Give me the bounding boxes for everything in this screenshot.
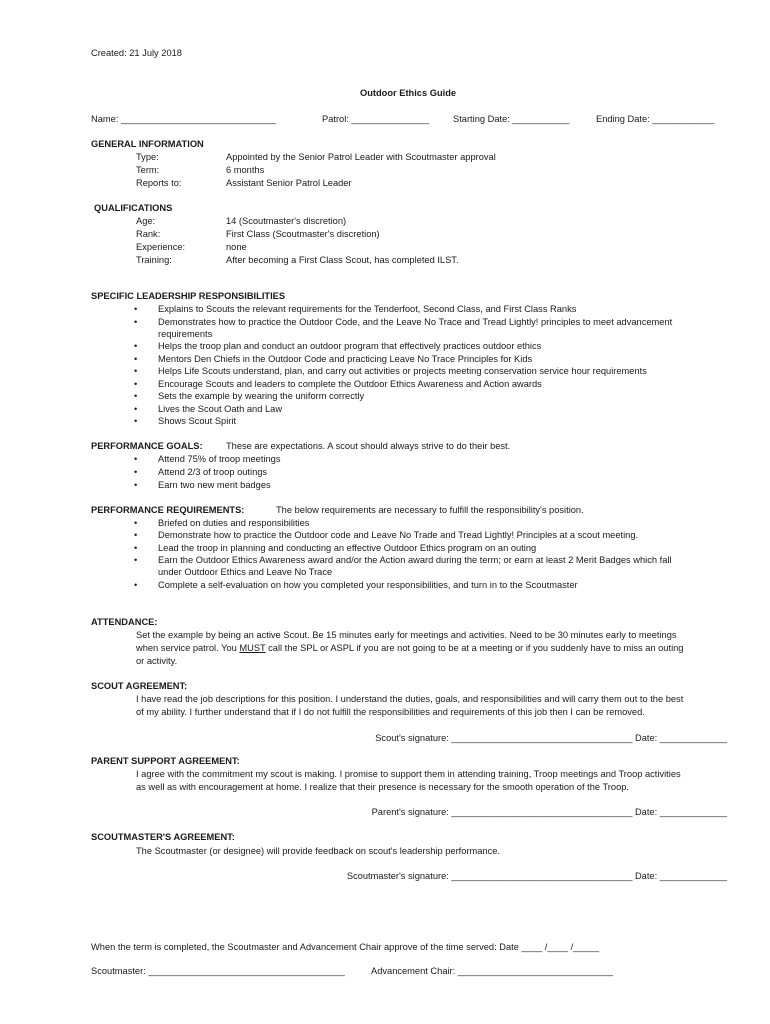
- parent-signature-line[interactable]: Parent's signature: ___________________________________ Date: _____________: [371, 807, 727, 817]
- attendance-text-part: call the SPL or ASPL if you are not going to be at a meeting or if you suddenly have to miss an outing: [265, 643, 684, 653]
- scout-agreement-text: I have read the job descriptions for this position. I understand the duties, goals, and responsibilities and will carry them out to the best: [136, 694, 684, 704]
- bullet: •: [134, 467, 138, 477]
- responsibility-item: Lives the Scout Oath and Law: [158, 404, 283, 414]
- performance-goals-heading: PERFORMANCE GOALS:: [91, 441, 203, 451]
- goal-item: Earn two new merit badges: [158, 480, 271, 490]
- bullet: •: [134, 480, 138, 490]
- bullet: •: [134, 341, 138, 351]
- goal-item: Attend 2/3 of troop outings: [158, 467, 268, 477]
- attendance-heading: ATTENDANCE:: [91, 617, 158, 627]
- bullet: •: [134, 580, 138, 590]
- requirement-item: Briefed on duties and responsibilities: [158, 518, 310, 528]
- requirement-item: under Outdoor Ethics and Leave No Trace: [158, 567, 333, 577]
- qualification-value: First Class (Scoutmaster's discretion): [226, 229, 380, 239]
- responsibility-item: Helps the troop plan and conduct an outdoor program that effectively practices outdoor ethics: [158, 341, 542, 351]
- general-info-heading: GENERAL INFORMATION: [91, 139, 204, 149]
- attendance-text: or activity.: [136, 656, 178, 666]
- scout-signature-line[interactable]: Scout's signature: ___________________________________ Date: _____________: [375, 733, 727, 743]
- scoutmaster-agreement-heading: SCOUTMASTER'S AGREEMENT:: [91, 832, 235, 842]
- bullet: •: [134, 518, 138, 528]
- qualification-value: 14 (Scoutmaster's discretion): [226, 216, 347, 226]
- attendance-text: Set the example by being an active Scout. Be 15 minutes early for meetings and activities. Need to be 30 minutes early to meetings: [136, 630, 677, 640]
- qualification-value: After becoming a First Class Scout, has completed ILST.: [226, 255, 459, 265]
- bullet: •: [134, 555, 138, 565]
- starting-date-field[interactable]: Starting Date: ___________: [453, 114, 570, 124]
- must-emphasis: MUST: [239, 643, 266, 653]
- bullet: •: [134, 379, 138, 389]
- responsibilities-heading: SPECIFIC LEADERSHIP RESPONSIBILITIES: [91, 291, 286, 301]
- bullet: •: [134, 530, 138, 540]
- requirement-item: Earn the Outdoor Ethics Awareness award and/or the Action award during the term; or earn at least 2 Merit Badges which fall: [158, 555, 672, 565]
- bullet: •: [134, 304, 138, 314]
- patrol-field[interactable]: Patrol: _______________: [322, 114, 430, 124]
- name-field[interactable]: Name: ______________________________: [91, 114, 277, 124]
- general-label: Term:: [136, 165, 160, 175]
- general-value: 6 months: [226, 165, 265, 175]
- parent-agreement-heading: PARENT SUPPORT AGREEMENT:: [91, 756, 240, 766]
- qualification-label: Training:: [136, 255, 172, 265]
- bullet: •: [134, 354, 138, 364]
- responsibility-item: Demonstrates how to practice the Outdoor Code, and the Leave No Trace and Tread Lightly! principles to meet advancement: [158, 317, 673, 327]
- responsibility-item: Helps Life Scouts understand, plan, and carry out activities or projects meeting conservation service hour requirements: [158, 366, 647, 376]
- responsibility-item: Shows Scout Spirit: [158, 416, 237, 426]
- ending-date-field[interactable]: Ending Date: ____________: [596, 114, 715, 124]
- attendance-text-part: when service patrol. You: [136, 643, 240, 653]
- bullet: •: [134, 416, 138, 426]
- page-title: Outdoor Ethics Guide: [360, 88, 457, 98]
- general-label: Type:: [136, 152, 159, 162]
- scoutmaster-signature-field[interactable]: Scoutmaster: ______________________________________: [91, 966, 345, 976]
- bullet: •: [134, 454, 138, 464]
- qualification-label: Experience:: [136, 242, 186, 252]
- scoutmaster-agreement-text: The Scoutmaster (or designee) will provide feedback on scout's leadership performance.: [136, 846, 501, 856]
- general-label: Reports to:: [136, 178, 182, 188]
- created-date: Created: 21 July 2018: [91, 48, 182, 58]
- bullet: •: [134, 404, 138, 414]
- attendance-text: [136, 643, 683, 653]
- performance-goals-intro: These are expectations. A scout should always strive to do their best.: [226, 441, 511, 451]
- term-completion-line[interactable]: When the term is completed, the Scoutmaster and Advancement Chair approve of the time served: Date ____ /____ /_____: [91, 942, 600, 952]
- qualifications-heading: QUALIFICATIONS: [94, 203, 173, 213]
- responsibility-item: Sets the example by wearing the uniform correctly: [158, 391, 365, 401]
- parent-agreement-text: I agree with the commitment my scout is making. I promise to support them in attending training, Troop meetings and Troop activities: [136, 769, 681, 779]
- responsibility-item: Explains to Scouts the relevant requirements for the Tenderfoot, Second Class, and First Class Ranks: [158, 304, 577, 314]
- bullet: •: [134, 366, 138, 376]
- scout-agreement-text: of my ability. I further understand that if I do not fulfill the responsibilities and requirements of this job then I can be removed.: [136, 707, 645, 717]
- responsibility-item: requirements: [158, 329, 213, 339]
- performance-requirements-intro: The below requirements are necessary to fulfill the responsibility's position.: [276, 505, 584, 515]
- responsibility-item: Encourage Scouts and leaders to complete the Outdoor Ethics Awareness and Action awards: [158, 379, 542, 389]
- advancement-chair-field[interactable]: Advancement Chair: ______________________________: [371, 966, 613, 976]
- scoutmaster-signature-line[interactable]: Scoutmaster's signature: ___________________________________ Date: _____________: [346, 871, 727, 881]
- requirement-item: Complete a self-evaluation on how you completed your responsibilities, and turn in to the Scoutmaster: [158, 580, 578, 590]
- requirement-item: Demonstrate how to practice the Outdoor code and Leave No Trade and Tread Lightly! Principles at a scout meeting.: [158, 530, 639, 540]
- bullet: •: [134, 391, 138, 401]
- bullet: •: [134, 543, 138, 553]
- qualification-value: none: [226, 242, 247, 252]
- performance-requirements-heading: PERFORMANCE REQUIREMENTS:: [91, 505, 245, 515]
- qualification-label: Age:: [136, 216, 156, 226]
- qualification-label: Rank:: [136, 229, 161, 239]
- scout-agreement-heading: SCOUT AGREEMENT:: [91, 681, 188, 691]
- general-value: Appointed by the Senior Patrol Leader with Scoutmaster approval: [226, 152, 496, 162]
- general-value: Assistant Senior Patrol Leader: [226, 178, 352, 188]
- bullet: •: [134, 317, 138, 327]
- requirement-item: Lead the troop in planning and conducting an effective Outdoor Ethics program on an outing: [158, 543, 537, 553]
- responsibility-item: Mentors Den Chiefs in the Outdoor Code and practicing Leave No Trace Principles for Kids: [158, 354, 533, 364]
- parent-agreement-text: as well as with encouragement at home. I realize that their presence is necessary for the smooth operation of the Troop.: [136, 782, 629, 792]
- goal-item: Attend 75% of troop meetings: [158, 454, 281, 464]
